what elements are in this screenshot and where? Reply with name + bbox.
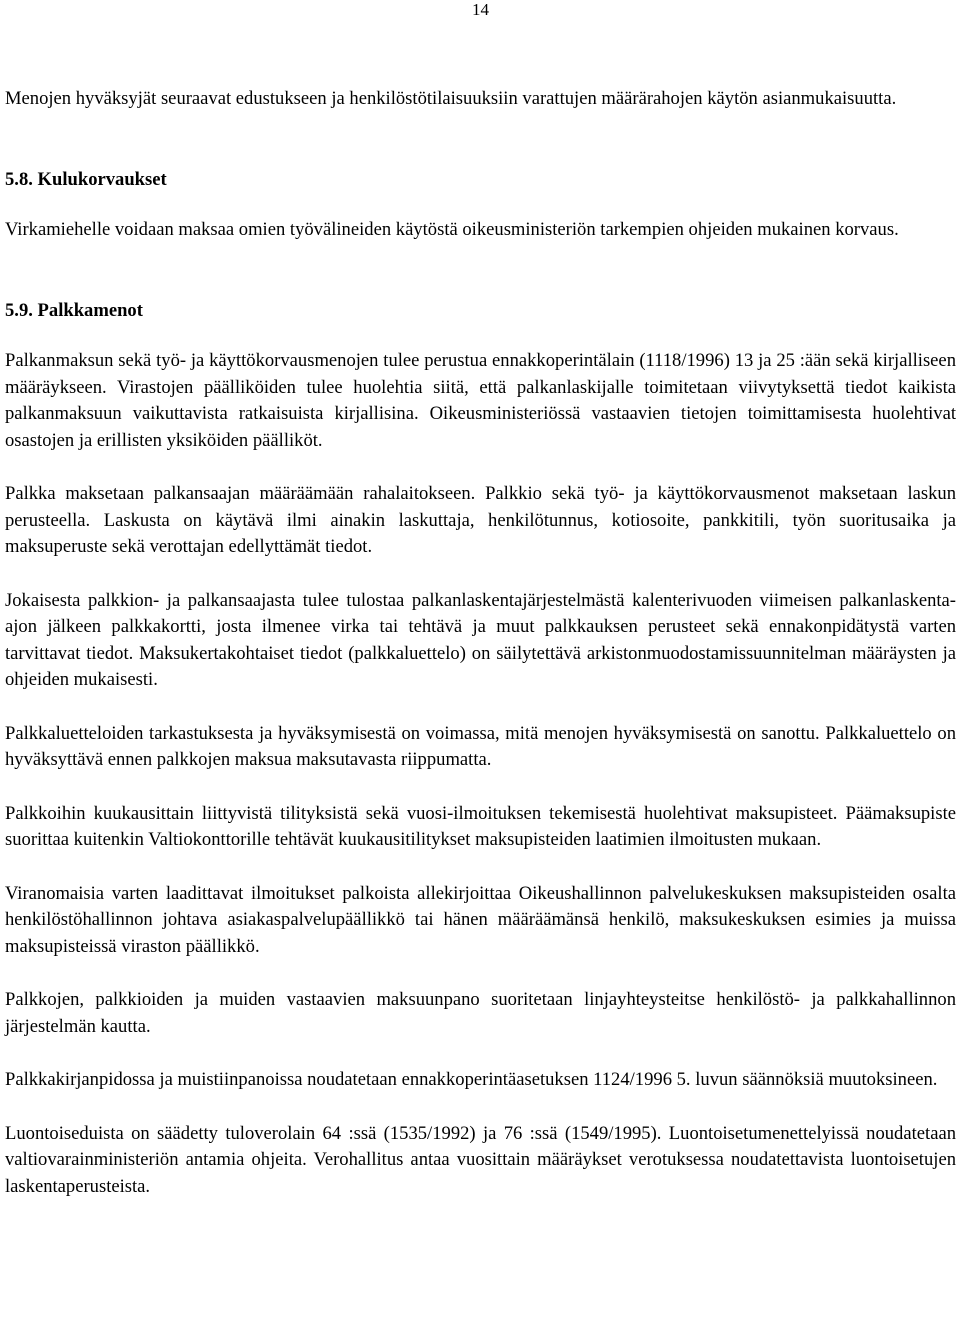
section-5-8-paragraph: Virkamiehelle voidaan maksaa omien työvälineiden käytöstä oikeusministeriön tarkempien ohjeiden mukainen korvaus. — [5, 219, 899, 240]
intro-paragraph: Menojen hyväksyjät seuraavat edustukseen ja henkilöstötilaisuuksiin varattujen määrärahojen käytön asianmukaisuutta. — [5, 88, 897, 109]
section-heading-5-9: 5.9. Palkkamenot — [5, 299, 143, 321]
section-5-9-paragraph-1: Palkanmaksun sekä työ- ja käyttökorvausmenojen tulee perustua ennakkoperintälain (1118/1996) 13 ja 25 :ään sekä kirjalliseen määräykseen. Virastojen päälliköiden tulee huolehtia siitä, että palkanlaskijalle toimitetaan viivytyksettä tiedot kaikista palkanmaksuun vaikuttavista ratkaisuista kirjallisina. Oikeusministeriössä vastaavien tietojen toimittamisesta huolehtivat osastojen ja erillisten yksiköiden päälliköt. — [5, 350, 956, 451]
section-5-9-paragraph-5: Palkkoihin kuukausittain liittyvistä tilityksistä sekä vuosi-ilmoituksen tekemisestä huolehtivat maksupisteet. Päämaksupiste suorittaa kuitenkin Valtiokonttorille tehtävät kuukausitilitykset maksupisteiden laatimien ilmoitusten mukaan. — [5, 802, 956, 850]
section-5-9-paragraph-6: Viranomaisia varten laadittavat ilmoitukset palkoista allekirjoittaa Oikeushallinnon palvelukeskuksen maksupisteiden osalta henkilöstöhallinnon johtava asiakaspalvelupäällikkö tai hänen määräämänsä henkilö, maksukeskuksen esimies ja muissa maksupisteissä viraston päällikkö. — [5, 882, 956, 957]
section-5-9-paragraph-8: Palkkakirjanpidossa ja muistiinpanoissa noudatetaan ennakkoperintäasetuksen 1124/1996 5. luvun säännöksiä muutoksineen. — [5, 1069, 938, 1090]
section-5-9-paragraph-2: Palkka maksetaan palkansaajan määräämään rahalaitokseen. Palkkio sekä työ- ja käyttökorvausmenot maksetaan laskun perusteella. Laskusta on käytävä ilmi ainakin laskuttaja, henkilötunnus, kotiosoite, pankkitili, työn suoritusaika ja maksuperuste sekä verottajan edellyttämät tiedot. — [5, 483, 956, 557]
page-number: 14 — [472, 0, 489, 19]
document-body — [5, 86, 956, 1200]
section-5-9-paragraph-4: Palkkaluetteloiden tarkastuksesta ja hyväksymisestä on voimassa, mitä menojen hyväksymisestä on sanottu. Palkkaluettelo on hyväksyttävä ennen palkkojen maksua maksutavasta riippumatta. — [5, 722, 956, 770]
section-5-9-paragraph-7: Palkkojen, palkkioiden ja muiden vastaavien maksuunpano suoritetaan linjayhteysteitse henkilöstö- ja palkkahallinnon järjestelmän kautta. — [5, 989, 956, 1037]
section-heading-5-8: 5.8. Kulukorvaukset — [5, 168, 167, 190]
section-5-9-paragraph-9: Luontoiseduista on säädetty tuloverolain 64 :ssä (1535/1992) ja 76 :ssä (1549/1995). Luontoisetumenettelyissä noudatetaan valtiovarainministeriön antamia ohjeita. Verohallitus antaa vuosittain määräykset verotuksessa noudatettavista luontoisetujen laskentaperusteista. — [5, 1122, 956, 1197]
section-5-9-paragraph-3: Jokaisesta palkkion- ja palkansaajasta tulee tulostaa palkanlaskentajärjestelmästä kalenterivuoden viimeisen palkanlaskenta-ajon jälkeen palkkakortti, josta ilmenee virka tai tehtävä ja muut palkkauksen perusteet sekä ennakonpidätystä varten tarvittavat tiedot. Maksukertakohtaiset tiedot (palkkaluettelo) on säilytettävä arkistonmuodostamissuunnitelman määräysten ja ohjeiden mukaisesti. — [5, 589, 956, 690]
